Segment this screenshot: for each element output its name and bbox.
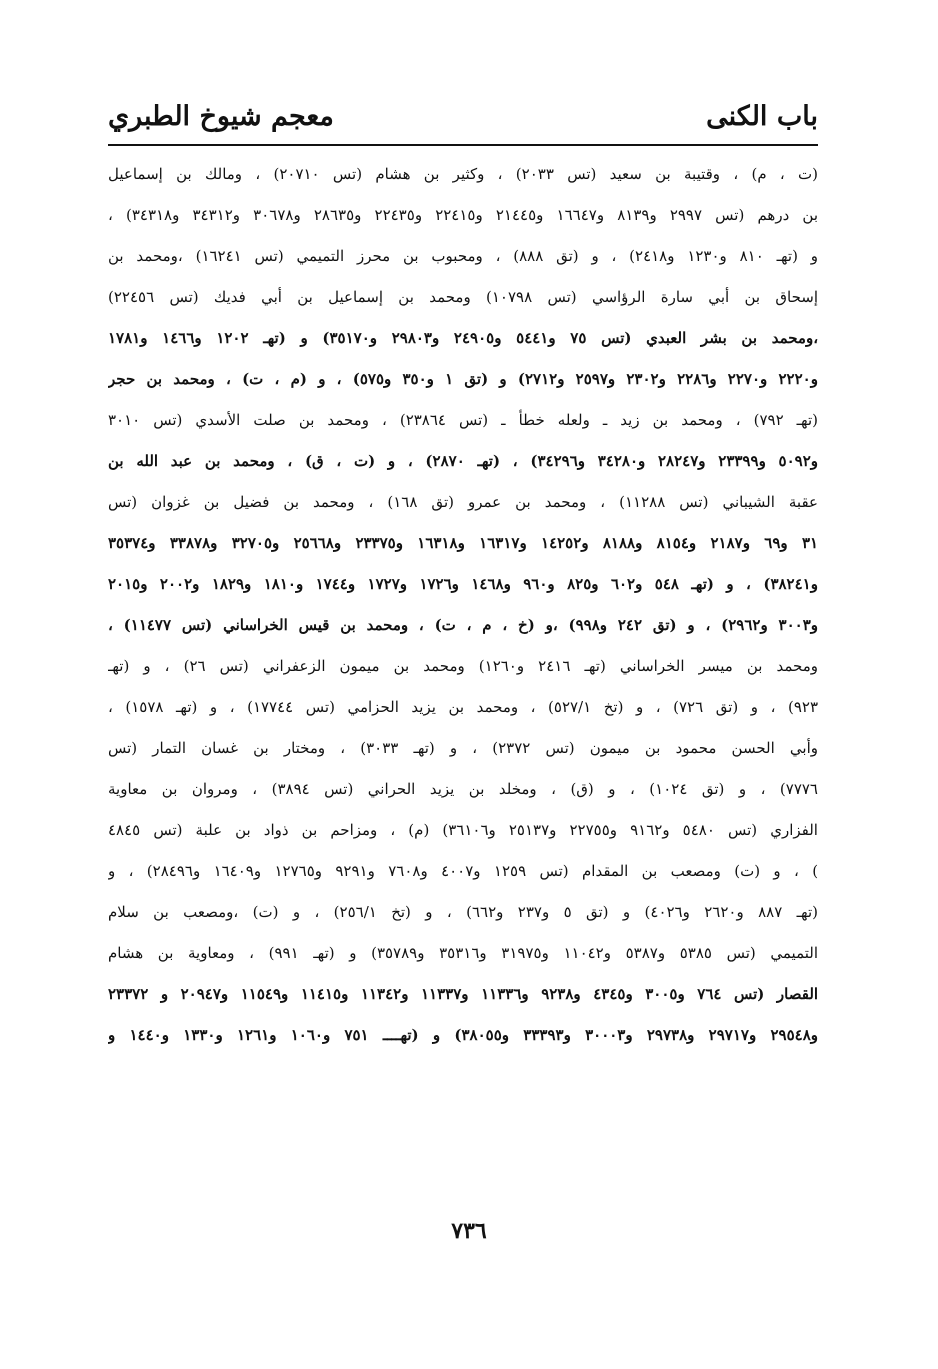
- book-title: معجم شيوخ الطبري: [108, 101, 334, 132]
- text-line-22: و٢٩٥٤٨ و٢٩٧١٧ و٢٩٧٣٨ و٣٠٠٠٣ و٣٣٣٩٣ و٣٨٠٥٥) و (تهــــ ٧٥١ و١٠٦٠ و١٢٦١ و١٣٣٠ و١٤٤٠ و: [108, 1026, 818, 1044]
- text-line-21: القصار (تس ٧٦٤ و٣٠٠٥ و٤٣٤٥ و٩٢٣٨ و١١٣٣٦ و١١٣٣٧ و١١٣٤٢ و١١٤١٥ و١١٥٤٩ و٢٠٩٤٧ و ٢٣٣٧٢: [108, 985, 818, 1003]
- text-line-2: بن درهم (تس ٢٩٩٧ و٨١٣٩ و١٦٦٤٧ و٢١٤٤٥ و٢٢٤١٥ و٢٢٤٣٥ و٢٨٦٣٥ و٣٠٦٧٨ و٣٤٣١٢ و٣٤٣١٨) ،: [108, 206, 818, 224]
- body-text: [108, 154, 818, 1056]
- text-line-10: ٣١ و٦٩ و٢١٨٧ و٨١٥٤ و٨١٨٨ و١٤٢٥٢ و١٦٣١٧ و١٦٣١٨ و٢٣٣٧٥ و٢٥٦٦٨ و٣٢٧٠٥ و٣٣٨٧٨ و٣٥٣٧٤: [108, 534, 818, 552]
- text-line-9: عقبة الشيباني (تس ١١٢٨٨) ، ومحمد بن عمرو (تق ١٦٨) ، ومحمد بن فضيل بن غزوان (تس: [108, 493, 818, 511]
- text-line-8: و٥٠٩٢ و٢٣٣٩٩ و٢٨٢٤٧ و٣٤٢٨٠ و٣٤٢٩٦) ، (تهـ ٢٨٧٠) ، و (ت ، ق) ، ومحمد بن عبد الله بن: [108, 452, 818, 470]
- text-line-3: و (تهـ ٨١٠ و١٢٣٠ و٢٤١٨) ، و (تق ٨٨٨) ، ومحبوب بن محرز التميمي (تس ١٦٢٤١) ،ومحمد بن: [108, 247, 818, 265]
- header-rule: [108, 144, 818, 146]
- text-line-1: (ت ، م) ، وقتيبة بن سعيد (تس ٢٠٣٣) ، وكثير بن هشام (تس ٢٠٧١٠) ، ومالك بن إسماعيل: [108, 165, 818, 183]
- text-line-5: ،ومحمد بن بشر العبدي (تس ٧٥ و٥٤٤١ و٢٤٩٠٥ و٢٩٨٠٣ و٣٥١٧٠) و (تهـ ١٢٠٢ و١٤٦٦ و١٧٨١: [108, 329, 818, 347]
- text-line-4: إسحاق بن أبي سارة الرؤاسي (تس ١٠٧٩٨) ومحمد بن إسماعيل بن أبي فديك (تس ٢٢٤٥٦): [108, 288, 818, 306]
- text-line-20: التميمي (تس ٥٣٨٥ و٥٣٨٧ و١١٠٤٢ و٣١٩٧٥ و٣٥٣١٦ و٣٥٧٨٩) و (تهـ ٩٩١) ، ومعاوية بن هشام: [108, 944, 818, 962]
- text-line-18: ) ، و (ت) ومصعب بن المقدام (تس ١٢٥٩ و٤٠٠٧ و٧٦٠٨ و٩٢٩١ و١٢٧٦٥ و١٦٤٠٩ و٢٨٤٩٦) ، و: [108, 862, 818, 880]
- text-line-12: و٣٠٠٣ و٢٩٦٢) ، و (تق ٢٤٢ و٩٩٨) ،و (خ ، م ، ت) ، ومحمد بن قيس الخراساني (تس ١١٤٧٧) ،: [108, 616, 818, 634]
- chapter-title: باب الكنى: [706, 101, 818, 132]
- text-line-13: ومحمد بن ميسر الخراساني (تهـ ٢٤١٦ و١٢٦٠) ومحمد بن ميمون الزعفراني (تس ٢٦) ، و (تهـ: [108, 657, 818, 675]
- text-line-19: (تهـ ٨٨٧ و٢٦٢٠ و٤٠٢٦) و (تق ٥ و٢٣٧ و٦٦٢) ، و (تخ ٢٥٦/١) ، و (ت) ،ومصعب بن سلام: [108, 903, 818, 921]
- page-number: ٧٣٦: [451, 1218, 487, 1244]
- text-line-17: الفزاري (تس ٥٤٨٠ و٩١٦٢ و٢٢٧٥٥ و٢٥١٣٧ و٣٦١٠٦) (م) ، ومزاحم بن ذواد بن علبة (تس ٤٨٤٥: [108, 821, 818, 839]
- text-line-11: و٣٨٢٤١) ، و (تهـ ٥٤٨ و٦٠٢ و٨٢٥ و٩٦٠ و١٤٦٨ و١٧٢٦ و١٧٢٧ و١٧٤٤ و١٨١٠ و١٨٢٩ و٢٠٠٢ و٢٠١٥: [108, 575, 818, 593]
- text-line-6: و٢٢٢٠ و٢٢٧٠ و٢٢٨٦ و٢٣٠٢ و٢٥٩٧ و٢٧١٢) و (تق ١ و٣٥٠ و٥٧٥) ، و (م ، ت) ، ومحمد بن حجر: [108, 370, 818, 388]
- text-line-15: وأبي الحسن محمود بن ميمون (تس ٢٣٧٢) ، و (تهـ ٣٠٣٣) ، ومختار بن غسان التمار (تس: [108, 739, 818, 757]
- text-line-7: (تهـ ٧٩٢) ، ومحمد بن زيد ـ ولعله خطأ ـ (تس ٢٣٨٦٤) ، ومحمد بن صلت الأسدي (تس ٣٠١٠: [108, 411, 818, 429]
- text-line-16: ٧٧٧٦) ، و (تق ١٠٢٤) ، و (ق) ، ومخلد بن يزيد الحراني (تس ٣٨٩٤) ، ومروان بن معاوية: [108, 780, 818, 798]
- text-line-14: ٩٢٣) ، و (تق ٧٢٦) ، و (تخ ٥٢٧/١) ، ومحمد بن يزيد الحزامي (تس ١٧٧٤٤) ، و (تهـ ١٥٧٨) ،: [108, 698, 818, 716]
- page-header: [108, 96, 818, 138]
